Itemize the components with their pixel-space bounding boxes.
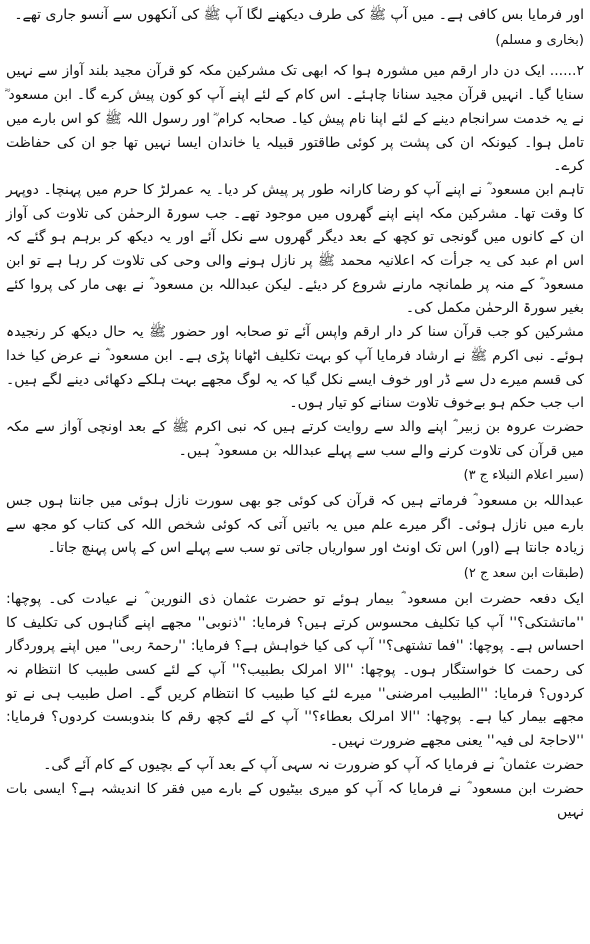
source-citation: (طبقات ابن سعد ج ٢) — [463, 566, 584, 582]
paragraph-6: عبداللہ بن مسعود ؓ فرماتے ہیں کہ قرآن کی کوئی جو بھی سورت نازل ہوئی میں جانتا ہوں جس بارے میں نازل ہوئی۔ اگر میرے علم میں یہ باتیں آتی کہ کوئی شخص اللہ کی کتاب کو مجھ سے زیادہ جانتا ہے (اور) اس تک اونٹ اور سواریاں جاتی تو سب سے پہلے اس کے پاس پہنچ جاتا۔ — [6, 493, 584, 557]
paragraph-7: ایک دفعہ حضرت ابن مسعود ؓ بیمار ہوئے تو حضرت عثمان ذی النورین ؓ نے عیادت کی۔ پوچھا: ''ماتشتکی؟'' آپ کیا تکلیف محسوس کرتے ہیں؟ فرمایا: ''ذنوبی'' مجھے اپنے گناہوں کی تکلیف کا احساس ہے۔ پوچھا: ''فما تشتھی؟'' آپ کی کیا خواہش ہے؟ فرمایا: ''رحمۃ ربی'' میں اپنے پروردگار کی رحمت کا خواستگار ہوں۔ پوچھا: ''الا امرلک بطبیب؟'' آپ کے لئے کسی طبیب کا انتظام نہ کردوں؟ فرمایا: ''الطبیب امرضنی'' میرے لئے کیا طبیب کا انتظام کریں گے۔ اصل طبیب ہی نے تو مجھے بیمار کیا ہے۔ پوچھا: ''الا امرلک بعطاء؟'' آپ کے لئے کچھ رقم کا بندوبست کردوں؟ فرمایا: ''لاحاجۃ لی فیہ'' یعنی مجھے ضرورت نہیں۔ — [6, 590, 584, 750]
paragraph-3: تاہم ابن مسعود ؓ نے اپنے آپ کو رضا کارانہ طور پر پیش کر دیا۔ یہ عمرلڑ کا حرم میں پہنچا۔ دوپہر کا وقت تھا۔ مشرکین مکہ اپنے اپنے گھروں میں موجود تھے۔ جب سورۃ الرحمٰن کی تلاوت کی آواز ان کے کانوں میں گونجی تو کچھ کے بعد دیگر گھروں سے نکل آئے اور یہ دیکھ کر برہم ہو گئے کہ اس ام عبد کی یہ جرأت کہ اعلانیہ محمد ﷺ پر نازل ہونے والی وحی کی تلاوت کر رہا ہے تو ابن مسعود ؓ کے منہ پر طمانچہ مارنے شروع کر دیئے۔ لیکن عبداللہ بن مسعود ؓ نے بھی مار کی پروا کئے بغیر سورۃ الرحمٰن مکمل کی۔ — [6, 181, 584, 317]
paragraph-2: ٢...... ایک دن دار ارقم میں مشورہ ہوا کہ ابھی تک مشرکین مکہ کو قرآن مجید بلند آواز سے نہیں سنایا گیا۔ انہیں قرآن مجید سنانا چاہئے۔ اس کام کے لئے اپنے آپ کو کون پیش کرے گا۔ ابن مسعود ؓ نے یہ خدمت سرانجام دینے کے لئے اپنا نام پیش کیا۔ صحابہ کرام ؓ اور رسول اللہ ﷺ کو اس بارے میں تامل ہوا۔ کیونکہ ان کی پشت پر کوئی طاقتور قبیلہ یا خاندان ایسا نہیں تھا جو ان کی حفاظت کرے۔ — [6, 63, 584, 175]
paragraph-5: حضرت عروہ بن زبیر ؓ اپنے والد سے روایت کرتے ہیں کہ نبی اکرم ﷺ کے بعد اونچی آواز سے مکہ میں قرآن کی تلاوت کرنے والے سب سے پہلے عبداللہ بن مسعود ؓ ہیں۔ — [6, 418, 584, 459]
paragraph-9: حضرت ابن مسعود ؓ نے فرمایا کہ آپ کو میری بیٹیوں کے بارے میں فقر کا اندیشہ ہے؟ ایسی بات نہیں — [6, 780, 584, 821]
paragraph-4: مشرکین کو جب قرآن سنا کر دار ارقم واپس آئے تو صحابہ اور حضور ﷺ یہ حال دیکھ کر رنجیدہ ہوئے۔ نبی اکرم ﷺ نے ارشاد فرمایا آپ کو بہت تکلیف اٹھانا پڑی ہے۔ ابن مسعود ؓ نے عرض کیا خدا کی قسم میرے دل سے ڈر اور خوف ایسے نکل گیا کہ یہ لوگ مجھے بہت ہلکے دکھائی دینے لگے ہیں۔ اب جب حکم ہو بےخوف تلاوت سنانے کو تیار ہوں۔ — [6, 324, 584, 412]
source-citation: (بخاری و مسلم) — [495, 32, 584, 48]
source-citation: (سیر اعلام النبلاء ج ٣) — [463, 468, 584, 484]
text-line-1: اور فرمایا بس کافی ہے۔ میں آپ ﷺ کی طرف دیکھنے لگا آپ ﷺ کی آنکھوں سے آنسو جاری تھے۔ — [14, 7, 584, 23]
paragraph-8: حضرت عثمان ؓ نے فرمایا کہ آپ کو ضرورت نہ سہی آپ کے بعد آپ کے بچیوں کے کام آئے گی۔ — [43, 756, 584, 773]
document-page — [6, 4, 584, 940]
